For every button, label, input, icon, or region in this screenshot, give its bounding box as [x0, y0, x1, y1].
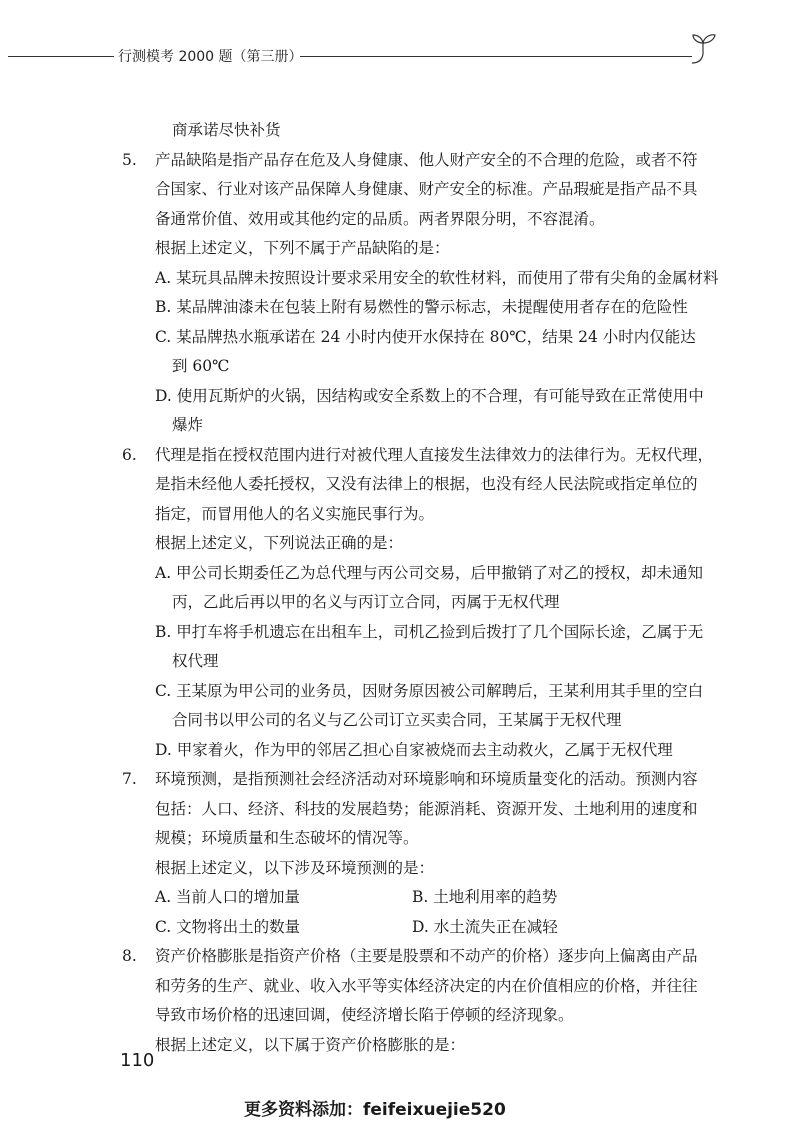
- text-line: 备通常价值、效用或其他约定的品质。两者界限分明，不容混淆。: [155, 209, 605, 228]
- text-line: B. 某品牌油漆未在包装上附有易燃性的警示标志，未提醒使用者存在的危险性: [155, 298, 688, 316]
- question-number: 6.: [122, 445, 137, 464]
- text-line: 爆炸: [172, 416, 204, 434]
- sprout-icon: [688, 30, 718, 66]
- text-line: 规模；环境质量和生态破坏的情况等。: [155, 829, 419, 847]
- text-line: 合国家、行业对该产品保障人身健康、财产安全的标准。产品瑕疵是指产品不具: [155, 180, 698, 198]
- text-line: 指定，而冒用他人的名义实施民事行为。: [155, 504, 435, 523]
- header-title: 行测模考 2000 题（第三册）: [118, 49, 303, 65]
- text-line: 商承诺尽快补货: [172, 121, 281, 139]
- text-line: A. 当前人口的增加量: [155, 888, 301, 906]
- text-line: 代理是指在授权范围内进行对被代理人直接发生法律效力的法律行为。无权代理，: [155, 445, 714, 464]
- text-line: D. 使用瓦斯炉的火锅，因结构或安全系数上的不合理，有可能导致在正常使用中: [155, 386, 704, 405]
- text-line: 根据上述定义，下列不属于产品缺陷的是：: [155, 239, 450, 257]
- text-line: 环境预测，是指预测社会经济活动对环境影响和环境质量变化的活动。预测内容: [155, 770, 698, 788]
- text-line: B. 甲打车将手机遗忘在出租车上，司机乙捡到后拨打了几个国际长途，乙属于无: [155, 622, 704, 641]
- text-line: 资产价格膨胀是指资产价格（主要是股票和不动产的价格）逐步向上偏离由产品: [155, 947, 698, 965]
- text-line: 包括：人口、经济、科技的发展趋势；能源消耗、资源开发、土地利用的速度和: [155, 799, 698, 818]
- text-line: A. 某玩具品牌未按照设计要求采用安全的软性材料，而使用了带有尖角的金属材料: [155, 268, 719, 287]
- question-number: 8.: [122, 947, 137, 965]
- text-line: 丙，乙此后再以甲的名义与丙订立合同，丙属于无权代理: [172, 593, 560, 611]
- footer-note: 更多资料添加：feifeixuejie520: [244, 1100, 506, 1120]
- question-number: 7.: [122, 770, 137, 788]
- text-line: C. 某品牌热水瓶承诺在 24 小时内使开水保持在 80℃，结果 24 小时内仅能达: [155, 327, 696, 346]
- text-line: 权代理: [172, 652, 219, 670]
- running-header: [0, 44, 800, 68]
- text-line: C. 王某原为甲公司的业务员，因财务原因被公司解聘后，王某利用其手里的空白: [155, 681, 704, 700]
- text-line: 到 60℃: [172, 357, 230, 375]
- text-line: C. 文物将出土的数量: [155, 917, 301, 936]
- text-line: 根据上述定义，以下属于资产价格膨胀的是：: [155, 1035, 466, 1054]
- text-line-col2: B. 土地利用率的趋势: [412, 888, 558, 906]
- text-line: D. 甲家着火，作为甲的邻居乙担心自家被烧而去主动救火，乙属于无权代理: [155, 740, 673, 759]
- text-line: 产品缺陷是指产品存在危及人身健康、他人财产安全的不合理的危险，或者不符: [155, 150, 698, 169]
- header-rule-left: [8, 56, 114, 57]
- text-line: 根据上述定义，以下涉及环境预测的是：: [155, 858, 435, 877]
- text-line: 是指未经他人委托授权，又没有法律上的根据，也没有经人民法院或指定单位的: [155, 475, 698, 493]
- question-number: 5.: [122, 150, 137, 169]
- text-line: 根据上述定义，下列说法正确的是：: [155, 534, 404, 552]
- text-line: 合同书以甲公司的名义与乙公司订立买卖合同，王某属于无权代理: [172, 711, 622, 729]
- page-number: 110: [120, 1050, 155, 1071]
- text-line: 导致市场价格的迅速回调，使经济增长陷于停顿的经济现象。: [155, 1006, 574, 1024]
- header-rule-right: [300, 56, 692, 57]
- text-line-col2: D. 水土流失正在减轻: [412, 917, 558, 936]
- text-line: A. 甲公司长期委任乙为总代理与丙公司交易，后甲撤销了对乙的授权，却未通知: [155, 563, 704, 582]
- text-line: 和劳务的生产、就业、收入水平等实体经济决定的内在价值相应的价格，并往往: [155, 976, 698, 995]
